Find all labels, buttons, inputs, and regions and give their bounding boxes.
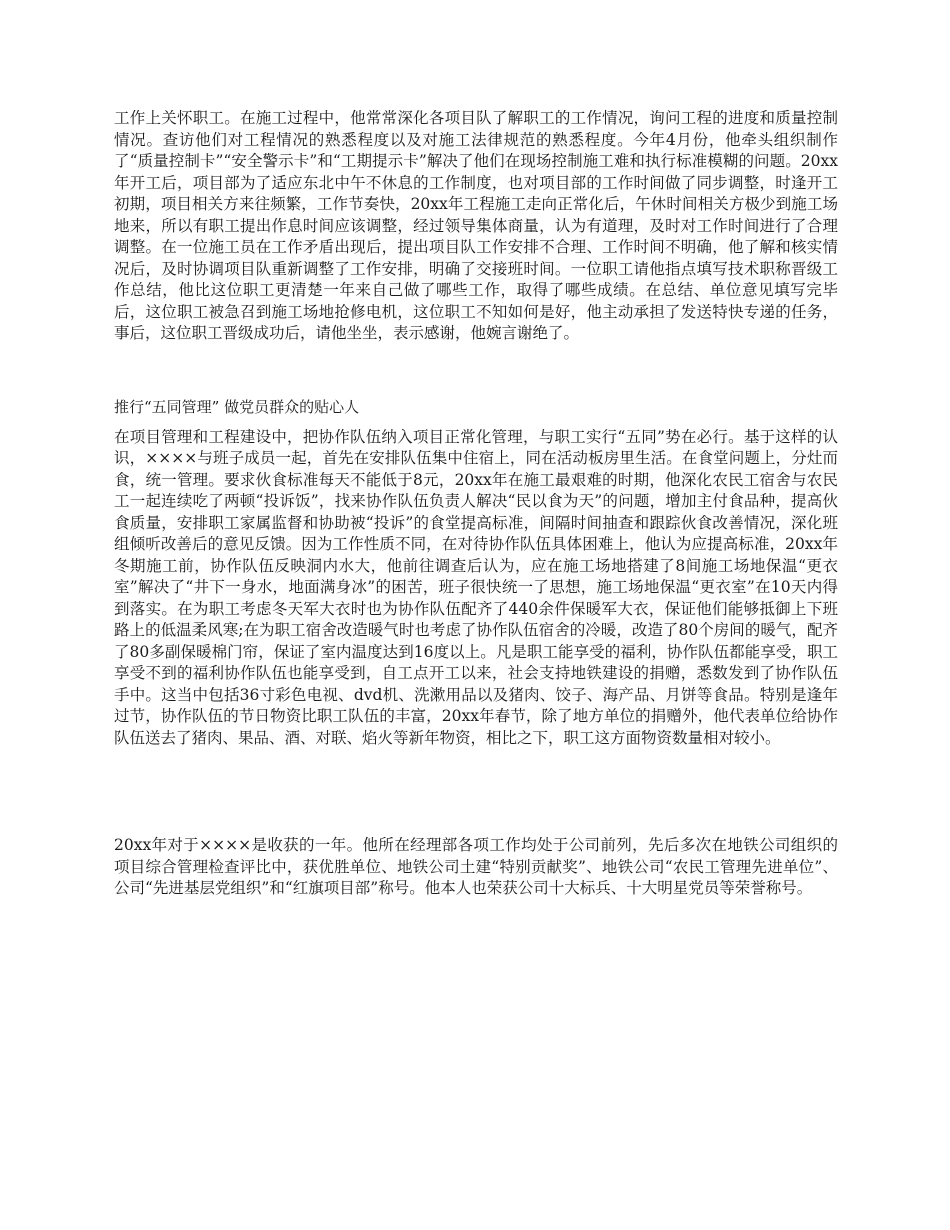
body-paragraph: 20xx年对于××××是收获的一年。他所在经理部各项工作均处于公司前列，先后多次在地铁公司组织的项目综合管理检查评比中，获优胜单位、地铁公司土建“特别贡献奖”、地铁公司“农民工管理先进单位”、公司“先进基层党组织”和“红旗项目部”称号。他本人也荣获公司十大标兵、十大明星党员等荣誉称号。: [114, 836, 838, 897]
document-page: [114, 108, 838, 900]
body-paragraph: 在项目管理和工程建设中，把协作队伍纳入项目正常化管理，与职工实行“五同”势在必行。基于这样的认识，××××与班子成员一起，首先在安排队伍集中住宿上，同在活动板房里生活。在食堂问题上，分灶而食，统一管理。要求伙食标准每天不能低于8元，20xx年在施工最艰难的时期，他深化农民工宿舍与农民工一起连续吃了两顿“投诉饭”，找来协作队伍负责人解决“民以食为天”的问题，增加主付食品种，提高伙食质量，安排职工家属监督和协助被“投诉”的食堂提高标准，间隔时间抽查和跟踪伙食改善情况，深化班组倾听改善后的意见反馈。因为工作性质不同，在对待协作队伍具体困难上，他认为应提高标准，20xx年冬期施工前，协作队伍反映洞内水大，他前往调查后认为，应在施工场地搭建了8间施工场地保温“更衣室”解决了“井下一身水，地面满身冰”的困苦，班子很快统一了思想，施工场地保温“更衣室”在10天内得到落实。在为职工考虑冬天军大衣时也为协作队伍配齐了440余件保暖军大衣，保证他们能够抵御上下班路上的低温柔风寒;在为职工宿舍改造暖气时也考虑了协作队伍宿舍的冷暖，改造了80个房间的暖气，配齐了80多副保暖棉门帘，保证了室内温度达到16度以上。凡是职工能享受的福利，协作队伍都能享受，职工享受不到的福利协作队伍也能享受到，自工点开工以来，社会支持地铁建设的捐赠，悉数发到了协作队伍手中。这当中包括36寸彩色电视、dvd机、洗漱用品以及猪肉、饺子、海产品、月饼等食品。特别是逢年过节，协作队伍的节日物资比职工队伍的丰富，20xx年春节，除了地方单位的捐赠外，他代表单位给协作队伍送去了猪肉、果品、酒、对联、焰火等新年物资，相比之下，职工这方面物资数量相对较小。: [114, 427, 838, 747]
body-paragraph: 工作上关怀职工。在施工过程中，他常常深化各项目队了解职工的工作情况，询问工程的进度和质量控制情况。查访他们对工程情况的熟悉程度以及对施工法律规范的熟悉程度。今年4月份，他牵头组织制作了“质量控制卡”“安全警示卡”和“工期提示卡”解决了他们在现场控制施工难和执行标准模糊的问题。20xx年开工后，项目部为了适应东北中午不休息的工作制度，也对项目部的工作时间做了同步调整，时逢开工初期，项目相关方来往频繁，工作节奏快，20xx年工程施工走向正常化后，午休时间相关方极少到施工场地来，所以有职工提出作息时间应该调整，经过领导集体商量，认为有道理，及时对工作时间进行了合理调整。在一位施工员在工作矛盾出现后，提出项目队工作安排不合理、工作时间不明确，他了解和核实情况后，及时协调项目队重新调整了工作安排，明确了交接班时间。一位职工请他指点填写技术职称晋级工作总结，他比这位职工更清楚一年来自己做了哪些工作，取得了哪些成绩。在总结、单位意见填写完毕后，这位职工被急召到施工场地抢修电机，这位职工不知如何是好，他主动承担了发送特快专递的任务，事后，这位职工晋级成功后，请他坐坐，表示感谢，他婉言谢绝了。: [114, 109, 838, 342]
section-heading: 推行“五同管理” 做党员群众的贴心人: [114, 397, 360, 416]
